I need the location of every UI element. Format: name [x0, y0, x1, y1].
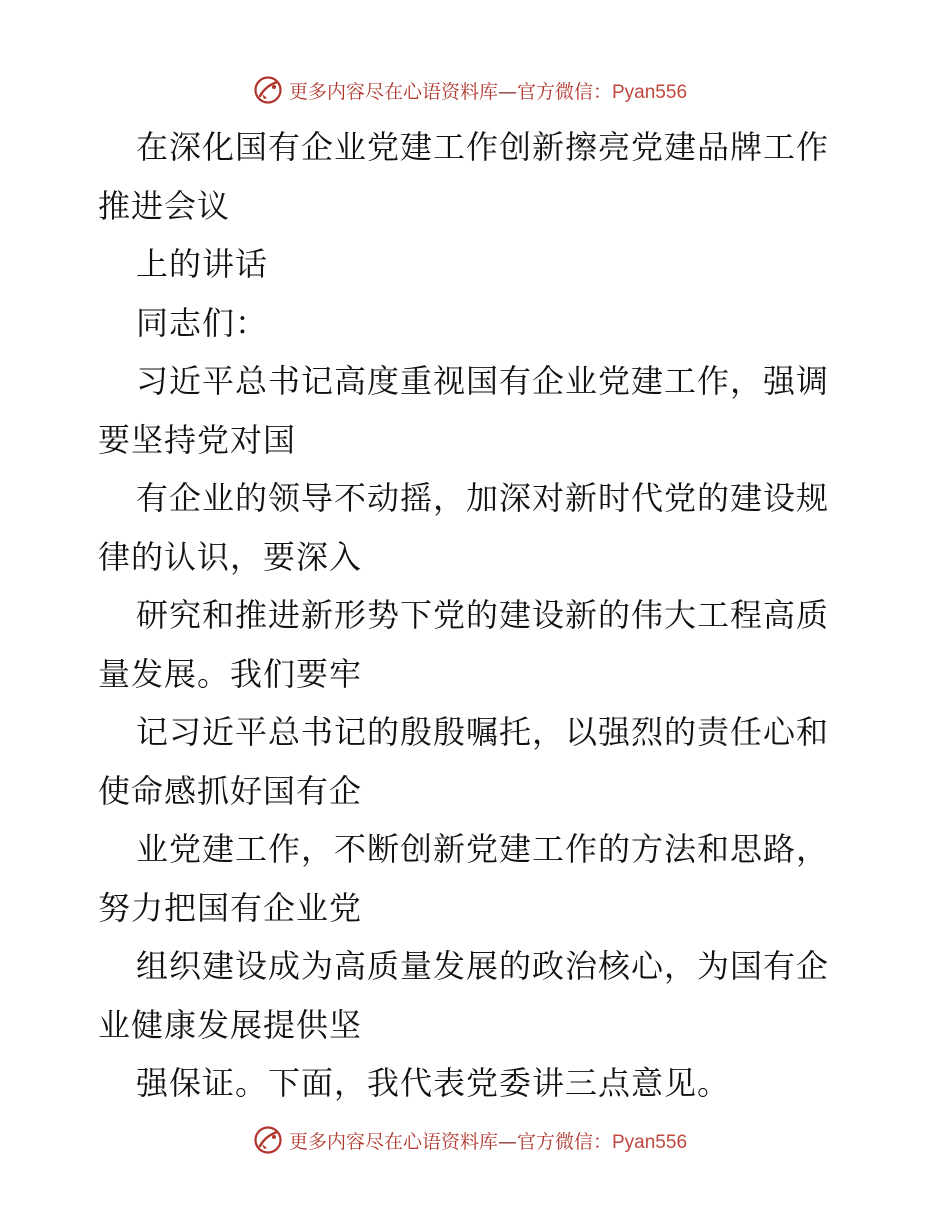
document-line: 同志们： [136, 303, 269, 342]
document-line: 努力把国有企业党 [98, 888, 363, 927]
document-line: 量发展。我们要牢 [98, 654, 363, 693]
document-line: 推进会议 [98, 186, 231, 225]
header-banner-suffix: 官方微信： [516, 80, 612, 103]
document-line: 业党建工作，不断创新党建工作的方法和思路， [136, 830, 830, 868]
document-line: 有企业的领导不动摇，加深对新时代党的建设规 [136, 479, 830, 517]
footer-banner-text [289, 1127, 687, 1154]
document-line: 研究和推进新形势下党的建设新的伟大工程高质 [136, 596, 830, 634]
header-banner [0, 70, 950, 110]
document-line: 使命感抓好国有企 [98, 771, 363, 810]
footer-banner-title: 更多内容尽在心语资料库 [288, 1130, 498, 1153]
document-line: 律的认识，要深入 [98, 537, 363, 576]
document-line: 要坚持党对国 [98, 420, 297, 459]
document-line: 在深化国有企业党建工作创新擦亮党建品牌工作 [136, 128, 830, 166]
header-banner-title: 更多内容尽在心语资料库 [288, 80, 498, 103]
header-banner-handle: Pyan556 [612, 81, 688, 103]
document-body [98, 118, 858, 1113]
footer-banner-separator: — [497, 1130, 517, 1153]
header-banner-separator: — [497, 80, 517, 103]
pen-logo-icon [253, 75, 283, 105]
document-line: 组织建设成为高质量发展的政治核心，为国有企 [136, 947, 830, 985]
header-banner-text [289, 77, 687, 104]
header-banner-content [253, 75, 687, 105]
document-line: 上的讲话 [136, 245, 269, 283]
footer-banner-suffix: 官方微信： [516, 1130, 612, 1153]
footer-banner-handle: Pyan556 [612, 1131, 688, 1153]
document-line: 习近平总书记高度重视国有企业党建工作，强调 [136, 362, 830, 400]
footer-banner-content [253, 1125, 687, 1155]
pen-logo-icon [253, 1125, 283, 1155]
document-line: 业健康发展提供坚 [98, 1005, 363, 1044]
footer-banner [0, 1120, 950, 1160]
document-line: 强保证。下面，我代表党委讲三点意见。 [136, 1064, 731, 1102]
document-line: 记习近平总书记的殷殷嘱托，以强烈的责任心和 [136, 713, 830, 751]
